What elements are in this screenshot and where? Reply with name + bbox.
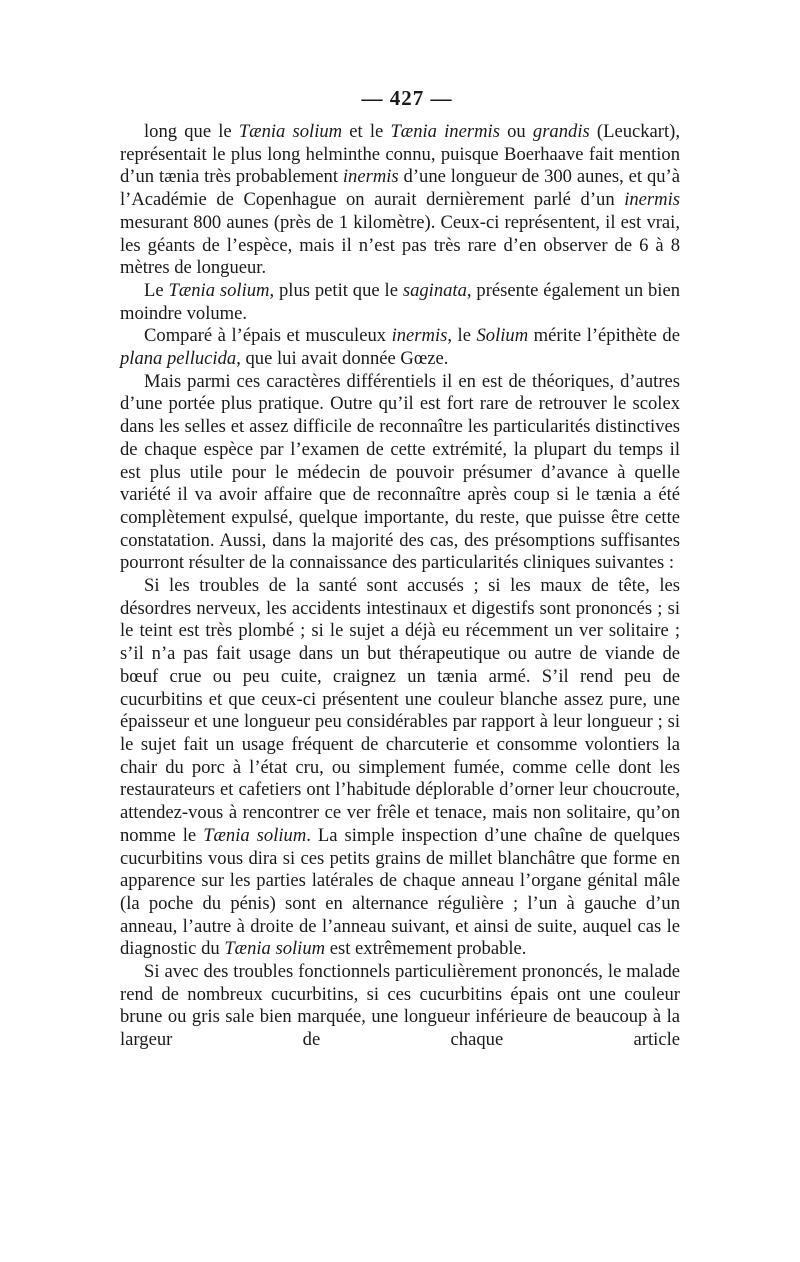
paragraph — [120, 280, 680, 325]
italic-term: Solium — [476, 325, 529, 347]
text-run: Si avec des troubles fonctionnels particulièrement prononcés, le malade rend de nombreux cucurbitins, si ces cucurbitins épais ont une couleur brune ou gris sale bien marquée, une longueur inférieure de beaucoup à la largeur de chaque article — [120, 961, 680, 1051]
paragraph — [120, 575, 680, 961]
text-run: est extrêmement probable. — [325, 938, 527, 960]
italic-term: Tænia solium — [203, 824, 307, 846]
italic-term: plana pellucida — [120, 348, 237, 370]
text-run: , plus petit que le — [269, 279, 403, 301]
paragraph — [120, 371, 680, 575]
italic-term: Tænia inermis — [390, 121, 500, 142]
text-run: , présente également un bien moindre volume. — [120, 279, 680, 324]
italic-term: inermis — [624, 189, 680, 211]
text-run: , le — [447, 325, 477, 347]
paragraph — [120, 325, 680, 370]
text-run: mérite l’épithète de — [528, 325, 680, 347]
paragraph — [120, 961, 680, 1052]
text-run: . La simple inspection d’une chaîne de quelques cucurbitins vous dira si ces petits grains de millet blanchâtre que forme en apparence sur les parties latérales de chaque anneau l’organe génital mâle (la poche du pénis) sont en alternance régulière ; l’un à gauche d’un anneau, l’autre à droite de l’anneau suivant, et ainsi de suite, auquel cas le diagnostic du — [120, 824, 680, 960]
body-text — [120, 121, 680, 1052]
italic-term: Tænia solium — [168, 279, 270, 301]
italic-term: Tænia solium — [224, 938, 326, 960]
text-run: mesurant 800 aunes (près de 1 kilomètre). Ceux-ci représentent, il est vrai, les géants de l’espèce, mais il n’est pas très rare d’en observer de 6 à 8 mètres de longueur. — [120, 211, 680, 279]
italic-term: inermis — [342, 166, 399, 188]
text-run: (Leuckart), représentait le plus long helminthe connu, puisque Boerhaave fait mention d’un tænia très probablement — [120, 121, 680, 188]
italic-term: inermis — [391, 325, 448, 347]
text-run: ou — [499, 121, 533, 142]
italic-term: Tænia solium — [238, 121, 343, 142]
text-run: long que le — [144, 121, 239, 142]
text-run: et le — [342, 121, 391, 142]
italic-term: saginata — [402, 279, 467, 301]
text-run: Comparé à l’épais et musculeux — [144, 325, 392, 347]
page-number: — 427 — — [361, 86, 453, 110]
text-run: d’une longueur de 300 aunes, et qu’à l’Académie de Copenhague on aurait dernièrement parlé d’un — [120, 166, 680, 211]
text-run: Le — [144, 279, 169, 301]
text-run: Si les troubles de la santé sont accusés ; si les maux de tête, les désordres nerveux, les accidents intestinaux et digestifs sont prononcés ; si le teint est très plombé ; si le sujet a déjà eu récemment un ver solitaire ; s’il n’a pas fait usage dans un but thérapeutique ou autre de viande de bœuf crue ou peu cuite, craignez un tænia armé. S’il rend peu de cucurbitins et que ceux-ci présentent une couleur blanche assez pure, une épaisseur et une longueur peu considérables par rapport à leur longueur ; si le sujet fait un usage fréquent de charcuterie et consomme volontiers la chair du porc à l’état cru, ou simplement fumée, comme celle dont les restaurateurs et cafetiers ont l’habitude déplorable d’orner leur choucroute, attendez-vous à rencontrer ce ver frêle et tenace, mais non solitaire, qu’on nomme le — [120, 575, 680, 846]
text-run: Mais parmi ces caractères différentiels il en est de théoriques, d’autres d’une portée plus pratique. Outre qu’il est fort rare de retrouver le scolex dans les selles et assez difficile de reconnaître les particularités distinctives de chaque espèce par l’examen de cette extrémité, la plupart du temps il est plus utile pour le médecin de pouvoir présumer d’avance à quelle variété il va avoir affaire que de reconnaître après coup si le tænia a été complètement expulsé, quelque importante, du reste, que puisse être cette constatation. Aussi, dans la majorité des cas, des présomptions suffisantes pourront résulter de la connaissance des particularités cliniques suivantes : — [120, 370, 680, 574]
italic-term: grandis — [532, 121, 590, 142]
text-run: , que lui avait donnée Gœze. — [236, 348, 449, 370]
paragraph — [120, 121, 680, 280]
